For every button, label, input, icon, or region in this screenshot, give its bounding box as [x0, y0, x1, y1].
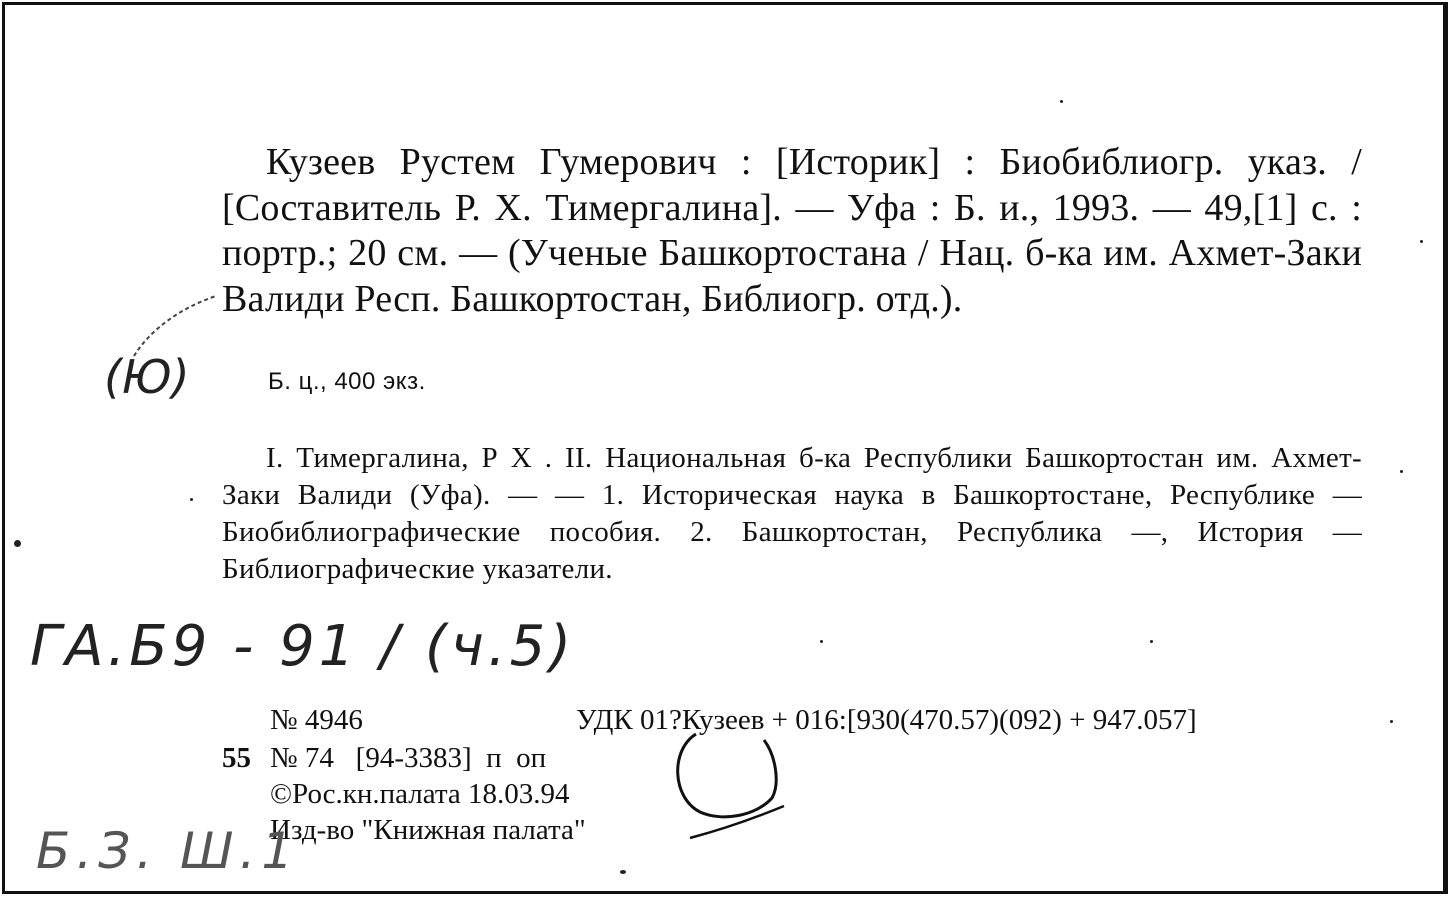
handwritten-circle-mark: (Ю)	[104, 350, 190, 404]
pencil-stroke	[130, 290, 220, 360]
scan-speck	[1390, 720, 1393, 723]
scan-speck	[190, 498, 193, 501]
udc-code: УДК 01?Кузеев + 016:[930(470.57)(092) + 947.057]	[576, 704, 1197, 736]
scan-speck	[620, 870, 626, 874]
price-and-print-run: Б. ц., 400 экз.	[268, 368, 426, 395]
scan-speck	[1420, 240, 1423, 243]
scan-speck	[820, 640, 823, 643]
publisher-line: Изд-во "Книжная палата"	[270, 814, 586, 846]
order-line: № 74 [94-3383] п оп	[270, 742, 547, 774]
scan-speck	[1400, 470, 1403, 473]
copyright-line: ©Рос.кн.палата 18.03.94	[270, 778, 570, 810]
scan-speck	[1150, 640, 1153, 643]
tracing-and-subjects: I. Тимергалина, Р Х . II. Национальная б-ка Республики Башкортостан им. Ахмет-Заки Валиди (Уфа). — — 1. Историческая наука в Башкортостане, Республике — Биобиблиографические пособия. 2. Башкортостан, Республика —, История — Библиографические указатели.	[222, 442, 1362, 585]
scan-speck	[14, 540, 21, 547]
record-number: № 4946	[270, 704, 363, 736]
bibliographic-entry: Кузеев Рустем Гумерович : [Историк] : Биобиблиогр. указ. / [Составитель Р. Х. Тимергалина]. — Уфа : Б. и., 1993. — 49,[1] с. : портр.; 20 см. — (Ученые Башкортостана / Нац. б-ка им. Ахмет-Заки Валиди Респ. Башкортостан, Библиогр. отд.).	[222, 141, 1362, 320]
handwritten-bottom-note: Б.З. Ш.1	[36, 822, 300, 880]
card-prefix: 55	[222, 742, 251, 774]
handwritten-shelf-mark: ГА.Б9 - 91 / (ч.5)	[30, 614, 576, 679]
stamp-circle-mark	[660, 720, 800, 840]
scan-speck	[1060, 100, 1063, 103]
